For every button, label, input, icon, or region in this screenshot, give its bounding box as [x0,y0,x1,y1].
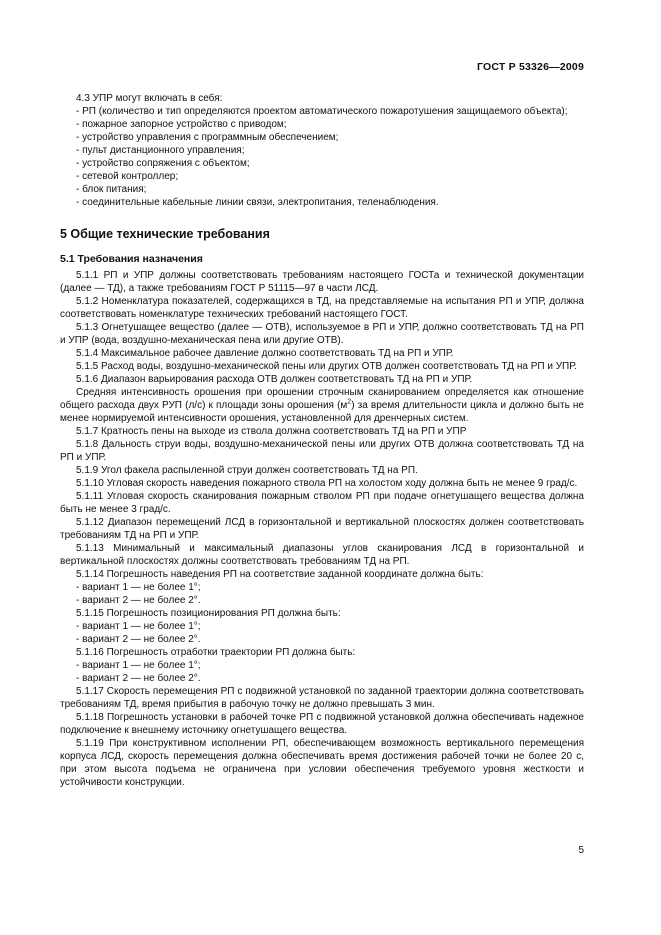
paragraph-text: ) за время длительности цикла и должно быть не менее нормируемой интенсивности орошения, установленной для дренчерных систем. [60,400,584,424]
document-page [60,0,584,935]
list-item: - вариант 1 — не более 1°; [76,582,201,593]
list-item: - вариант 2 — не более 2°. [76,595,201,606]
paragraph: 5.1.12 Диапазон перемещений ЛСД в горизонтальной и вертикальной плоскостях должен соответствовать требованиям ТД на РП и УПР. [60,517,584,541]
subsection-heading: 5.1 Требования назначения [60,253,203,265]
paragraph: 5.1.14 Погрешность наведения РП на соответствие заданной координате должна быть: [76,569,484,580]
paragraph-intensity [60,386,584,425]
list-item: - РП (количество и тип определяются проектом автоматического пожаротушения защищаемого объекта); [76,106,568,117]
superscript: 2 [347,398,352,406]
list-item: - пульт дистанционного управления; [76,145,245,156]
document-body [60,92,584,789]
paragraph: 5.1.6 Диапазон варьирования расхода ОТВ должен соответствовать ТД на РП и УПР. [76,374,473,385]
list-item: - блок питания; [76,184,147,195]
list-item: - вариант 2 — не более 2°. [76,634,201,645]
paragraph-text: Средняя интенсивность орошения при орошении строчным сканированием определяется как отношение общего расхода двух РУП (л/с) к площади зоны орошения (м [60,387,584,411]
paragraph: 5.1.7 Кратность пены на выходе из ствола должна соответствовать ТД на РП и УПР [76,426,467,437]
section-heading: 5 Общие технические требования [60,227,270,241]
list-item: - устройство сопряжения с объектом; [76,158,250,169]
paragraph: 5.1.19 При конструктивном исполнении РП, обеспечивающем возможность вертикального перемещения корпуса ЛСД, скорость перемещения должна обеспечивать время достижения рабочей точки не более 20 с, при этом высота подъема не ограничена при условии обеспечения требуемого уровня жесткости и устойчивости конструкции. [60,738,584,788]
list-item: - соединительные кабельные линии связи, электропитания, теленаблюдения. [76,197,439,208]
list-item: - устройство управления с программным обеспечением; [76,132,339,143]
list-item: - вариант 1 — не более 1°; [76,660,201,671]
list-item: - вариант 1 — не более 1°; [76,621,201,632]
paragraph: 5.1.8 Дальность струи воды, воздушно-механической пены или других ОТВ должна соответствовать ТД на РП и УПР. [60,439,584,463]
paragraph: 5.1.18 Погрешность установки в рабочей точке РП с подвижной установкой должна обеспечивать надежное подключение к внешнему источнику огнетушащего вещества. [60,712,584,736]
paragraph: 5.1.15 Погрешность позиционирования РП должна быть: [76,608,341,619]
paragraph: 5.1.16 Погрешность отработки траектории РП должна быть: [76,647,356,658]
paragraph: 5.1.9 Угол факела распыленной струи должен соответствовать ТД на РП. [76,465,418,476]
document-header: ГОСТ Р 53326—2009 [476,61,584,73]
paragraph: 5.1.1 РП и УПР должны соответствовать требованиям настоящего ГОСТа и технической документации (далее — ТД), а также требованиям ГОСТ Р 51115—97 в части ЛСД. [60,270,584,294]
paragraph: 5.1.11 Угловая скорость сканирования пожарным стволом РП при подаче огнетушащего вещества должна быть не менее 3 град/с. [60,491,584,515]
list-item: - пожарное запорное устройство с приводом; [76,119,287,130]
list-item: - вариант 2 — не более 2°. [76,673,201,684]
paragraph: 5.1.10 Угловая скорость наведения пожарного ствола РП на холостом ходу должна быть не менее 9 град/с. [76,478,578,489]
paragraph: 5.1.13 Минимальный и максимальный диапазоны углов сканирования ЛСД в горизонтальной и вертикальной плоскостях должны соответствовать требованиям ТД на РП. [60,543,584,567]
paragraph: 5.1.3 Огнетушащее вещество (далее — ОТВ), используемое в РП и УПР, должно соответствовать ТД на РП и УПР (вода, воздушно-механическая пена или другие ОТВ). [60,322,584,346]
paragraph: 5.1.4 Максимальное рабочее давление должно соответствовать ТД на РП и УПР. [76,348,454,359]
paragraph: 5.1.17 Скорость перемещения РП с подвижной установкой по заданной траектории должна соответствовать требованиям ТД, время прибытия в рабочую точку не должно превышать 3 мин. [60,686,584,710]
list-item: - сетевой контроллер; [76,171,179,182]
paragraph: 5.1.2 Номенклатура показателей, содержащихся в ТД, на представляемые на испытания РП и УПР, должна соответствовать номенклатуре технических требований настоящего ГОСТ. [60,296,584,320]
page-number: 5 [578,845,584,856]
list-title: 4.3 УПР могут включать в себя: [76,93,223,104]
paragraph: 5.1.5 Расход воды, воздушно-механической пены или других ОТВ должен соответствовать ТД на РП и УПР. [76,361,577,372]
